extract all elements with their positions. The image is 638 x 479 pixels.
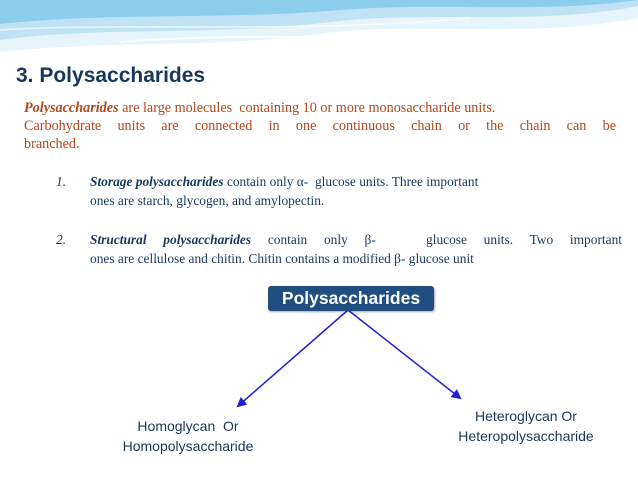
list-item-term: Structural polysaccharides [90,232,252,247]
arrow-to-heteroglycan [348,310,460,398]
diagram-root-polysaccharides: Polysaccharides [268,286,434,311]
intro-term: Polysaccharides [24,100,119,116]
list-item-line-2: ones are starch, glycogen, and amylopectin. [90,193,325,208]
intro-line-2: Carbohydrate units are connected in one continuous chain or the chain can be [24,118,616,134]
list-item-line-1 [90,172,622,191]
leaf-line-1: Homoglycan Or [137,418,239,434]
intro-line-3: branched. [24,136,80,152]
slide-title: 3. Polysaccharides [16,64,206,87]
list-item-line-1-text: contain only β- glucose units. Two important [251,232,622,247]
header-wave-decoration [0,0,638,60]
diagram-leaf-heteroglycan [438,406,614,446]
diagram-leaf-homoglycan [104,416,272,456]
list-item-line-1-text: contain only α- glucose units. Three important [223,174,479,189]
leaf-line-2: Homopolysaccharide [122,438,254,454]
list-item-structural [56,230,622,268]
list-item-line-1 [90,230,622,249]
list-item-term: Storage polysaccharides [90,174,224,189]
arrow-to-homoglycan [238,310,348,406]
leaf-line-2: Heteropolysaccharide [458,428,594,444]
intro-line-1 [24,99,616,117]
list-item-line-2: ones are cellulose and chitin. Chitin contains a modified β- glucose unit [90,251,474,266]
list-item-number: 2. [56,232,67,247]
intro-line-1-text: are large molecules containing 10 or more monosaccharide units. [118,100,496,116]
leaf-line-1: Heteroglycan Or [475,408,577,424]
list-item-storage [56,172,622,210]
intro-paragraph [24,99,616,153]
list-item-number: 1. [56,174,67,189]
